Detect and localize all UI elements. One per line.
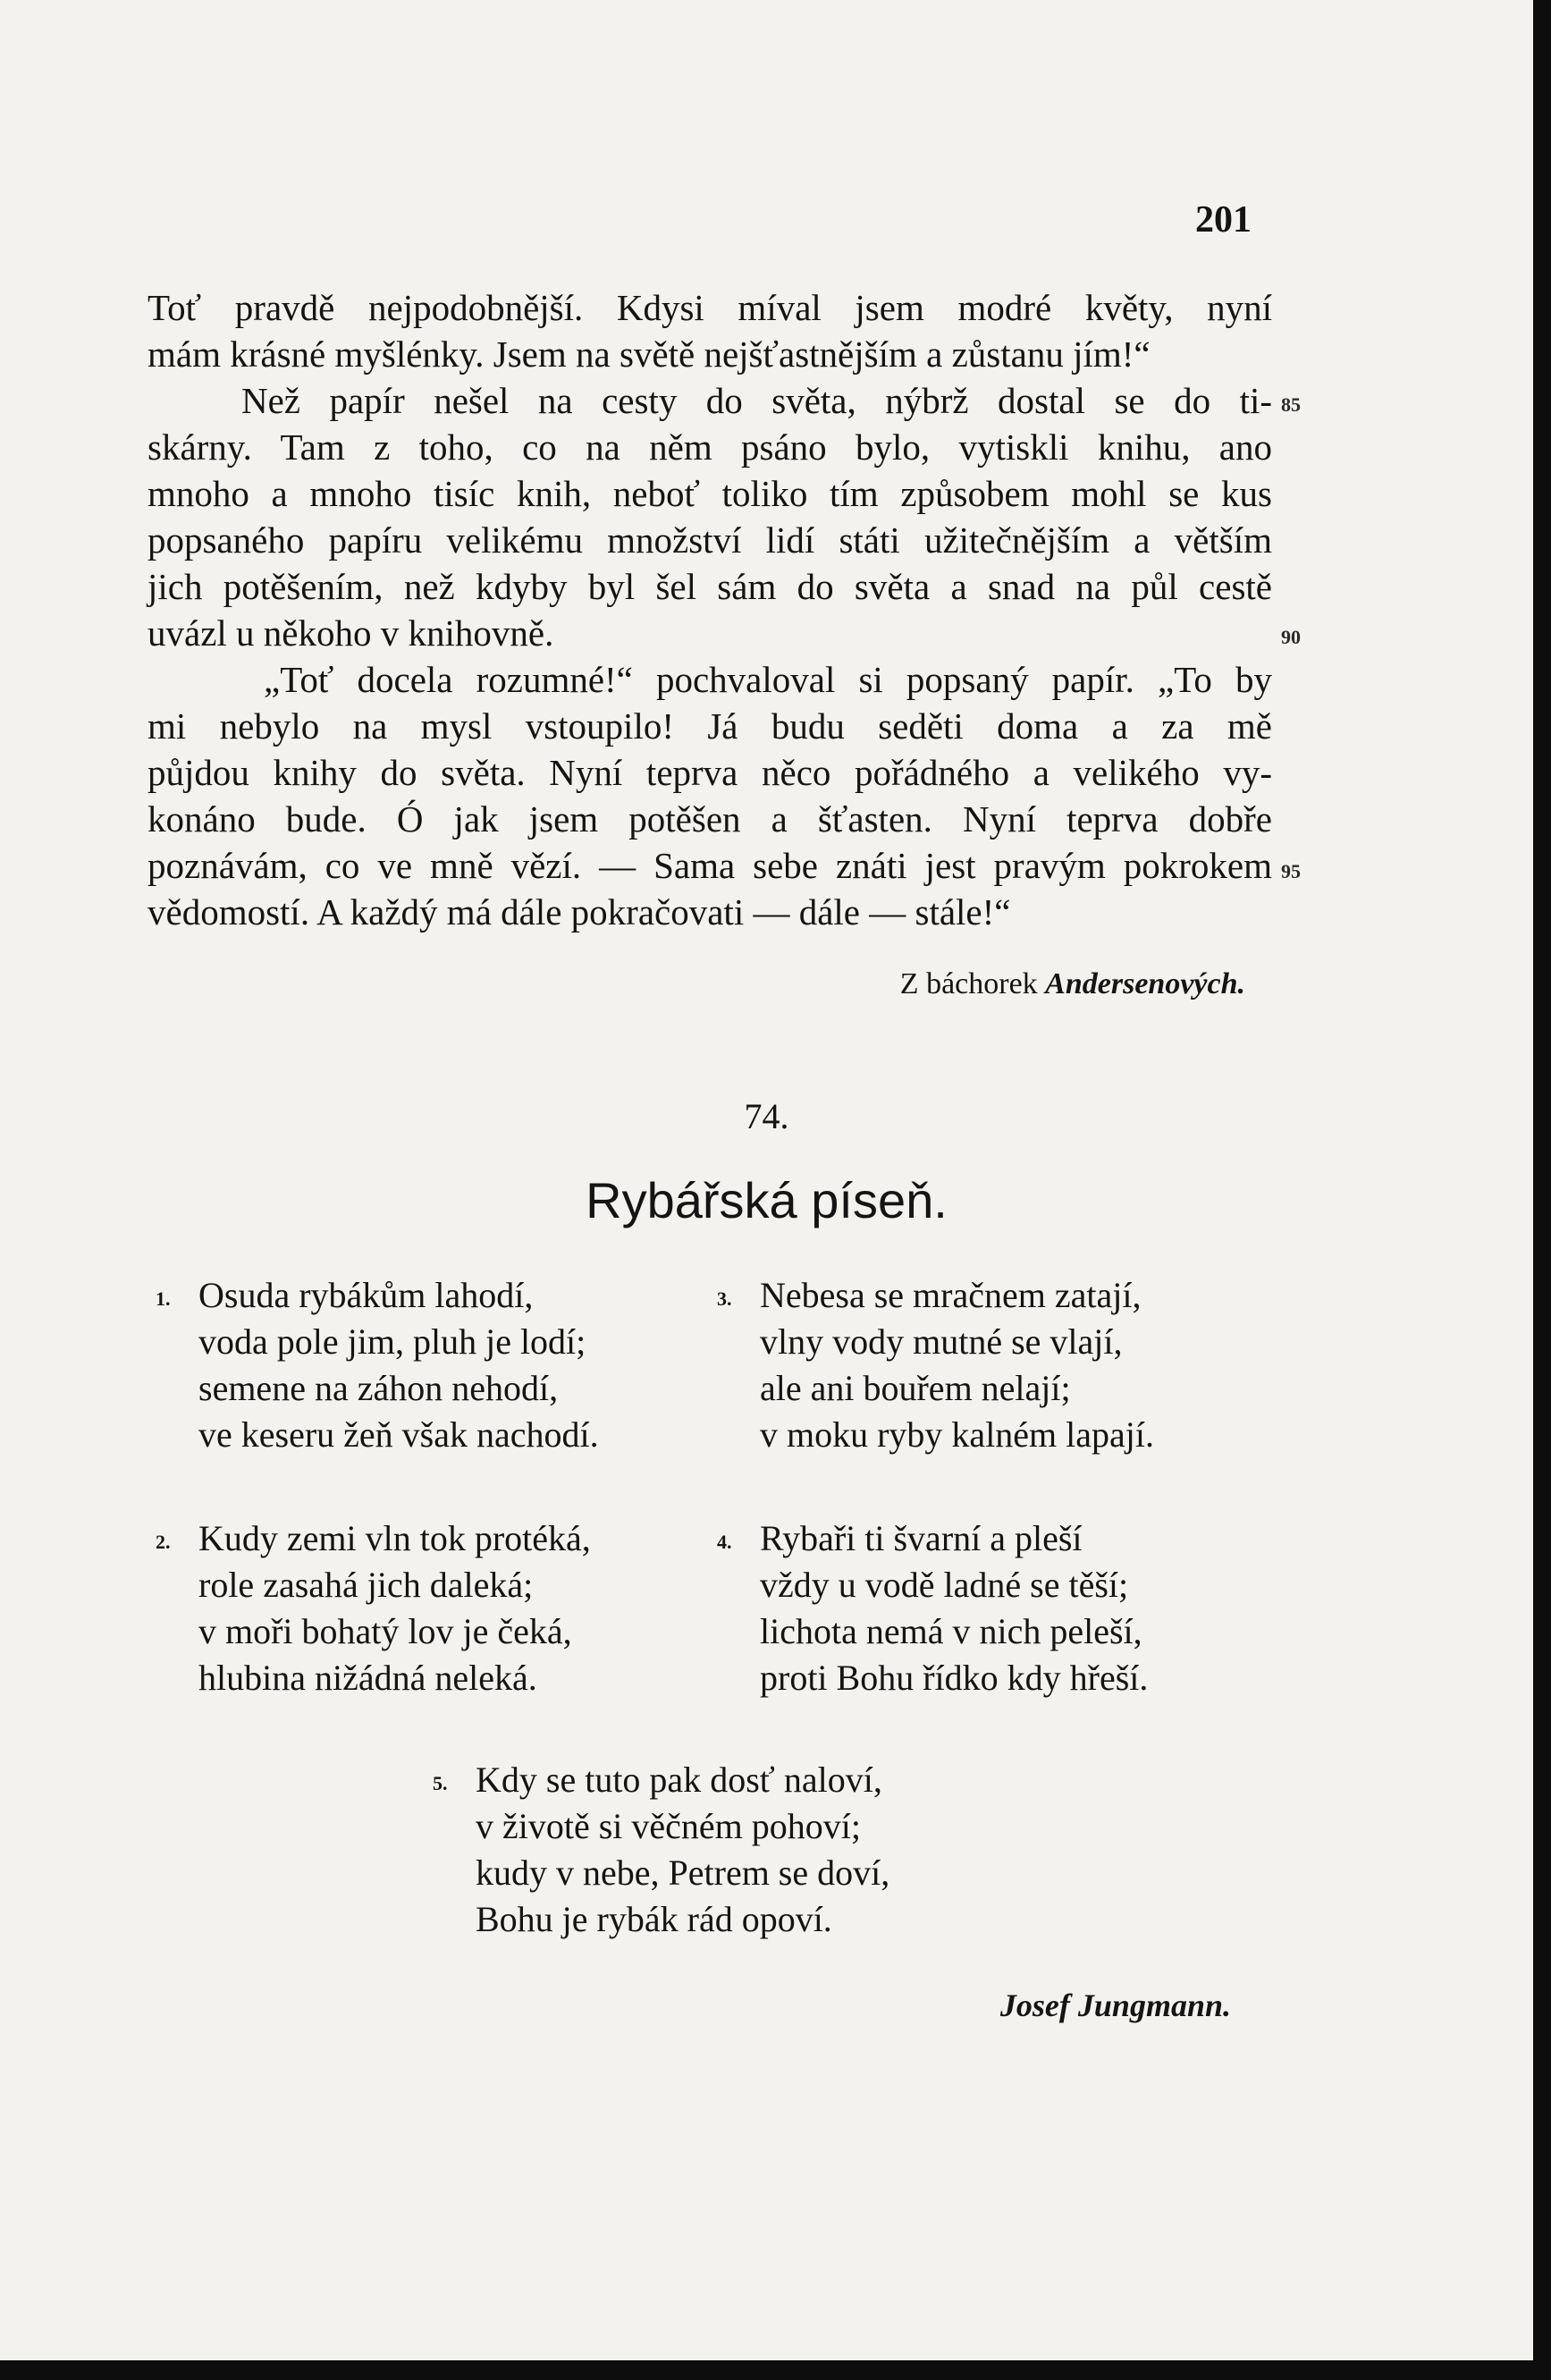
line-number-marker: 90 [1281, 626, 1301, 648]
prose-line: „Toť docela rozumné!“ pochvaloval si popsaný papír. „To by [264, 659, 1272, 700]
verse-line: Kdy se tuto pak dosť naloví, [476, 1760, 882, 1800]
source-name: Andersenových. [1045, 967, 1245, 1000]
stanza-number: 3. [717, 1287, 732, 1310]
prose-line: vědomostí. A každý má dále pokračovati — dále — stále!“ [148, 891, 1011, 933]
stanza-number: 5. [433, 1772, 448, 1794]
verse-line: ve keseru žeň však nachodí. [198, 1414, 599, 1455]
prose-line: Než papír nešel na cesty do světa, nýbrž dostal se do ti- [241, 380, 1272, 421]
prose-line: popsaného papíru velikému množství lidí státi užitečnějším a větším [148, 519, 1272, 561]
stanza [156, 1515, 591, 1701]
verse-line: v životě si věčném pohoví; [476, 1806, 862, 1846]
prose-line: uvázl u někoho v knihovně. [148, 612, 554, 654]
prose-line: půjdou knihy do světa. Nyní teprva něco pořádného a velikého vy- [148, 752, 1272, 793]
verse-line: lichota nemá v nich peleší, [760, 1611, 1142, 1651]
verse-line: Osuda rybákům lahodí, [198, 1275, 534, 1315]
verse-line: hlubina nižádná neleká. [198, 1658, 537, 1698]
stanza [717, 1515, 1149, 1701]
poem-number: 74. [744, 1096, 789, 1136]
verse-line: ale ani bouřem nelají; [760, 1368, 1071, 1408]
page-number: 201 [1195, 199, 1252, 241]
verse-line: semene na záhon nehodí, [198, 1368, 559, 1408]
prose-line: jich potěšením, než kdyby byl šel sám do světa a snad na půl cestě [148, 566, 1272, 607]
stanza-number: 4. [717, 1531, 732, 1553]
prose-line: poznávám, co ve mně vězí. — Sama sebe znáti jest pravým pokrokem [148, 845, 1272, 886]
prose-line: mám krásné myšlénky. Jsem na světě nejšťastnějším a zůstanu jím!“ [148, 333, 1151, 375]
verse-line: role zasahá jich daleká; [198, 1565, 534, 1605]
source-prefix: Z báchorek [899, 967, 1038, 1000]
line-number-marker: 85 [1281, 393, 1301, 416]
verse-line: vlny vody mutné se vlají, [760, 1321, 1123, 1362]
prose-line: mnoho a mnoho tisíc knih, neboť toliko tím způsobem mohl se kus [148, 473, 1272, 514]
verse-line: v moku ryby kalném lapají. [760, 1414, 1155, 1455]
stanza [717, 1272, 1155, 1458]
verse-line: Kudy zemi vln tok protéká, [198, 1518, 591, 1558]
verse-line: proti Bohu řídko kdy hřeší. [760, 1658, 1149, 1698]
verse-line: vždy u vodě ladné se těší; [760, 1565, 1129, 1605]
prose-line: Toť pravdě nejpodobnější. Kdysi míval jsem modré květy, nyní [148, 287, 1272, 328]
source-attribution [900, 967, 1245, 1001]
poem-title: Rybářská píseň. [586, 1172, 948, 1228]
prose-line: konáno bude. Ó jak jsem potěšen a šťasten. Nyní teprva dobře [148, 798, 1272, 840]
verse-line: Bohu je rybák rád opoví. [476, 1899, 832, 1939]
verse-line: v moři bohatý lov je čeká, [198, 1611, 572, 1651]
prose-line: mi nebylo na mysl vstoupilo! Já budu seděti doma a za mě [148, 705, 1272, 747]
stanza-number: 1. [156, 1287, 171, 1310]
verse-line: voda pole jim, pluh je lodí; [198, 1321, 586, 1362]
verse-line: Nebesa se mračnem zatají, [760, 1275, 1142, 1315]
prose-text [148, 284, 1272, 935]
line-number-marker: 95 [1281, 860, 1301, 882]
stanza [156, 1272, 599, 1458]
poem-author: Josef Jungmann. [999, 1988, 1231, 2023]
verse-line: kudy v nebe, Petrem se doví, [476, 1853, 890, 1893]
stanza-number: 2. [156, 1531, 171, 1553]
stanza [433, 1757, 890, 1943]
verse-line: Rybaři ti švarní a pleší [760, 1518, 1083, 1558]
prose-line: skárny. Tam z toho, co na něm psáno bylo, vytiskli knihu, ano [148, 426, 1272, 468]
